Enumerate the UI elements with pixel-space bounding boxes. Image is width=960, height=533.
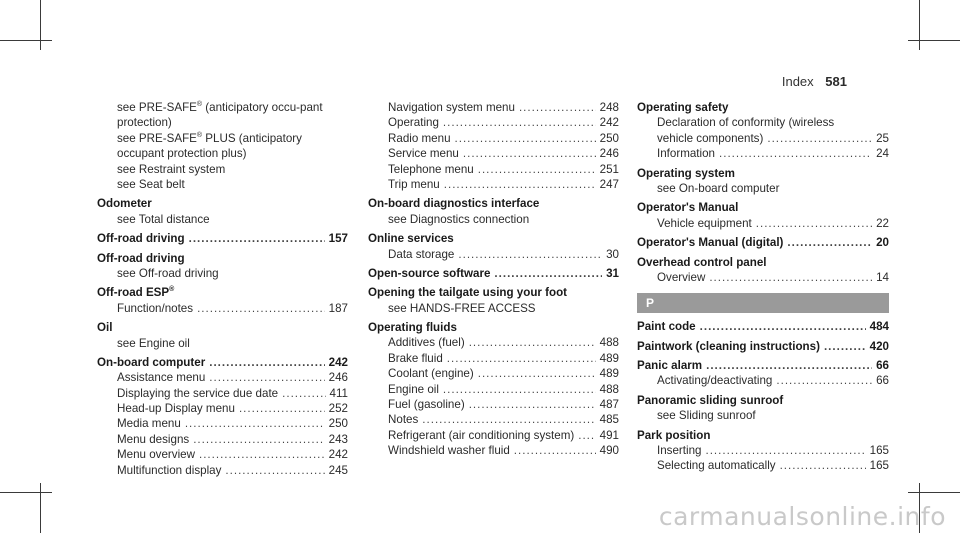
page-reference[interactable]: 491	[599, 428, 619, 442]
dot-leader	[719, 146, 872, 161]
entry-text: Open-source software	[368, 266, 491, 280]
dot-leader	[478, 366, 596, 381]
page-reference[interactable]: 24	[876, 147, 889, 161]
entry-text: Displaying the service due date	[117, 386, 279, 400]
index-entry-heading	[368, 320, 619, 335]
page-reference[interactable]: 14	[876, 270, 889, 284]
dot-leader	[756, 216, 872, 231]
index-subentry	[368, 443, 619, 458]
entry-text: Brake fluid	[388, 351, 443, 365]
entry-text: Off-road driving	[97, 251, 185, 265]
dot-leader	[478, 162, 596, 177]
entry-text: Operator's Manual (digital)	[637, 236, 784, 250]
page-header	[782, 74, 847, 89]
entry-text: Opening the tailgate using your foot	[368, 286, 568, 300]
entry-text: Service menu	[388, 147, 459, 161]
page-reference[interactable]: 66	[876, 374, 889, 388]
entry-text: Off-road driving	[97, 232, 185, 246]
entry-text: Selecting automatically	[657, 459, 776, 473]
index-subentry	[97, 100, 348, 131]
index-subentry	[97, 336, 348, 351]
index-entry-heading	[97, 320, 348, 335]
entry-text: Data storage	[388, 247, 455, 261]
page-reference[interactable]: 248	[599, 101, 619, 114]
watermark: carmanualsonline.info	[658, 502, 946, 531]
index-entry-heading	[97, 355, 348, 370]
dot-leader	[469, 335, 596, 350]
entry-text: Navigation system menu	[388, 101, 515, 114]
dot-leader	[709, 270, 872, 285]
index-subentry	[368, 335, 619, 350]
index-subentry	[368, 412, 619, 427]
page-reference[interactable]: 20	[876, 236, 889, 250]
dot-leader	[199, 447, 325, 462]
entry-text: Panic alarm	[637, 359, 703, 373]
page-reference[interactable]: 489	[599, 351, 619, 365]
index-subentry	[637, 115, 889, 130]
index-subentry	[97, 416, 348, 431]
index-subentry	[637, 373, 889, 388]
entry-text: Park position	[637, 428, 711, 442]
crop-mark	[0, 40, 52, 41]
entry-text: Engine oil	[388, 382, 439, 396]
page-reference[interactable]: 251	[599, 162, 619, 176]
page-title: Index	[781, 74, 814, 89]
index-column-2	[368, 100, 619, 459]
entry-text: Operating	[388, 116, 439, 130]
index-subentry	[368, 397, 619, 412]
index-subentry	[97, 162, 348, 177]
page-reference[interactable]: 66	[876, 359, 889, 373]
entry-text: Off-road ESP®	[97, 286, 175, 300]
page-reference[interactable]: 30	[606, 247, 619, 261]
page-reference[interactable]: 252	[328, 402, 348, 416]
entry-text: Paintwork (cleaning instructions)	[637, 339, 820, 353]
page-reference[interactable]: 490	[599, 444, 619, 458]
index-subentry	[368, 351, 619, 366]
index-column-1	[97, 100, 348, 478]
entry-text: see Engine oil	[117, 336, 190, 350]
page-reference[interactable]: 250	[599, 131, 619, 145]
entry-text: Fuel (gasoline)	[388, 398, 465, 412]
index-subentry	[368, 162, 619, 177]
page-reference[interactable]: 247	[599, 177, 619, 191]
dot-leader	[578, 428, 595, 443]
entry-text: Trip menu	[388, 177, 440, 191]
entry-text: Windshield washer fluid	[388, 444, 510, 458]
page-reference[interactable]: 22	[876, 216, 889, 230]
entry-text: Media menu	[117, 417, 181, 431]
entry-text: see PRE-SAFE® PLUS (anticipatory occupant protection plus)	[117, 131, 302, 161]
page-reference[interactable]: 246	[328, 371, 348, 385]
dot-leader	[422, 412, 595, 427]
dot-leader	[514, 443, 596, 458]
dot-leader	[787, 235, 872, 250]
index-subentry	[368, 100, 619, 115]
index-entry-heading	[637, 100, 889, 115]
page-reference[interactable]: 246	[599, 147, 619, 161]
index-subentry	[368, 146, 619, 161]
entry-text: see Sliding sunroof	[657, 409, 756, 423]
page-reference[interactable]: 487	[599, 398, 619, 412]
entry-text: see Diagnostics connection	[388, 212, 530, 226]
crop-mark	[40, 483, 41, 533]
index-entry-heading	[368, 196, 619, 211]
entry-text: Menu overview	[117, 448, 195, 462]
dot-leader	[209, 355, 324, 370]
page-reference[interactable]: 25	[876, 131, 889, 145]
dot-leader	[189, 231, 325, 246]
index-subentry	[97, 266, 348, 281]
index-subentry	[368, 212, 619, 227]
page-reference[interactable]: 187	[328, 301, 348, 315]
index-subentry	[97, 370, 348, 385]
dot-leader	[494, 266, 602, 281]
page-reference[interactable]: 157	[328, 232, 348, 246]
dot-leader	[209, 370, 324, 385]
index-column-3	[637, 100, 889, 474]
entry-text: Declaration of conformity (wireless	[657, 116, 835, 130]
index-subentry	[97, 401, 348, 416]
index-entry-heading	[97, 285, 348, 300]
dot-leader	[443, 382, 596, 397]
dot-leader	[767, 131, 872, 146]
dot-leader	[458, 247, 602, 262]
page-reference[interactable]: 245	[328, 463, 348, 477]
index-subentry	[637, 458, 889, 473]
index-subentry	[368, 428, 619, 443]
entry-text: Online services	[368, 232, 454, 246]
index-entry-heading	[97, 231, 348, 246]
entry-text: Multifunction display	[117, 463, 222, 477]
index-subentry	[97, 177, 348, 192]
index-subentry	[637, 181, 889, 196]
page-reference[interactable]: 484	[869, 320, 889, 334]
entry-text: Additives (fuel)	[388, 336, 465, 350]
dot-leader	[444, 177, 596, 192]
crop-mark	[919, 0, 920, 50]
index-entry-heading	[637, 319, 889, 334]
entry-text: Refrigerant (air conditioning system)	[388, 428, 575, 442]
entry-text: vehicle components)	[657, 131, 764, 145]
page-reference[interactable]: 411	[329, 386, 348, 400]
entry-text: see Off-road driving	[117, 266, 219, 280]
entry-text: see HANDS-FREE ACCESS	[388, 301, 536, 315]
entry-text: Telephone menu	[388, 162, 474, 176]
index-subentry	[368, 301, 619, 316]
dot-leader	[455, 131, 596, 146]
dot-leader	[705, 443, 865, 458]
page-number: 581	[825, 74, 847, 89]
index-subentry	[637, 146, 889, 161]
index-subentry	[97, 447, 348, 462]
entry-text: Vehicle equipment	[657, 216, 752, 230]
page-reference[interactable]: 31	[606, 266, 619, 280]
dot-leader	[519, 100, 596, 115]
entry-text: Overview	[657, 270, 706, 284]
index-entry-heading	[97, 196, 348, 211]
entry-text: Assistance menu	[117, 371, 206, 385]
page-reference[interactable]: 165	[869, 444, 889, 458]
entry-text: see Seat belt	[117, 178, 185, 192]
dot-leader	[225, 463, 324, 478]
page-reference[interactable]: 488	[599, 336, 619, 350]
entry-text: On-board diagnostics interface	[368, 197, 540, 211]
dot-leader	[776, 373, 872, 388]
crop-mark	[908, 492, 960, 493]
page-reference[interactable]: 488	[599, 382, 619, 396]
index-entry-heading	[637, 358, 889, 373]
index-subentry	[368, 115, 619, 130]
index-entry-heading	[97, 251, 348, 266]
page-reference[interactable]: 242	[328, 448, 348, 462]
entry-text: Head-up Display menu	[117, 402, 235, 416]
page-reference[interactable]: 420	[869, 339, 889, 353]
index-entry-heading	[368, 266, 619, 281]
dot-leader	[185, 416, 325, 431]
index-entry-heading	[637, 339, 889, 354]
entry-text: Inserting	[657, 444, 702, 458]
entry-text: Activating/deactivating	[657, 374, 773, 388]
index-subentry	[97, 301, 348, 316]
dot-leader	[463, 146, 596, 161]
entry-text: see Total distance	[117, 212, 210, 226]
entry-text: see On-board computer	[657, 181, 780, 195]
dot-leader	[282, 386, 325, 401]
entry-text: see PRE-SAFE® (anticipatory occu-pant protection)	[117, 101, 323, 130]
index-entry-heading	[637, 255, 889, 270]
index-entry-heading	[637, 200, 889, 215]
page-reference[interactable]: 242	[599, 116, 619, 130]
index-subentry	[368, 366, 619, 381]
entry-text: Operating safety	[637, 101, 729, 114]
dot-leader	[447, 351, 596, 366]
dot-leader	[469, 397, 596, 412]
page-reference[interactable]: 485	[599, 413, 619, 427]
dot-leader	[443, 115, 596, 130]
index-entry-heading	[637, 235, 889, 250]
index-subentry	[97, 463, 348, 478]
entry-text: Coolant (engine)	[388, 367, 474, 381]
entry-text: Information	[657, 147, 715, 161]
index-entry-heading	[637, 393, 889, 408]
entry-text: Menu designs	[117, 432, 190, 446]
index-subentry	[637, 408, 889, 423]
index-entry-heading	[637, 166, 889, 181]
page-reference[interactable]: 165	[869, 459, 889, 473]
entry-text: Overhead control panel	[637, 255, 767, 269]
index-entry-heading	[368, 231, 619, 246]
dot-leader	[780, 458, 866, 473]
dot-leader	[700, 319, 866, 334]
entry-text: Notes	[388, 413, 419, 427]
index-subentry	[637, 270, 889, 285]
dot-leader	[706, 358, 872, 373]
entry-text: Operating system	[637, 166, 735, 180]
entry-text: Operating fluids	[368, 321, 457, 335]
crop-mark	[0, 492, 52, 493]
index-subentry	[97, 131, 348, 162]
index-letter-heading: P	[637, 293, 889, 313]
entry-text: Function/notes	[117, 301, 194, 315]
index-subentry	[368, 131, 619, 146]
page-reference[interactable]: 250	[328, 417, 348, 431]
page-reference[interactable]: 489	[599, 367, 619, 381]
entry-text: Radio menu	[388, 131, 451, 145]
index-subentry	[97, 212, 348, 227]
page-reference[interactable]: 243	[328, 432, 348, 446]
crop-mark	[908, 40, 960, 41]
index-subentry	[368, 177, 619, 192]
crop-mark	[40, 0, 41, 50]
index-subentry	[637, 443, 889, 458]
entry-text: Odometer	[97, 197, 152, 211]
entry-text: On-board computer	[97, 355, 206, 369]
dot-leader	[824, 339, 866, 354]
entry-text: Panoramic sliding sunroof	[637, 393, 784, 407]
index-subentry	[368, 382, 619, 397]
dot-leader	[239, 401, 325, 416]
index-entry-heading	[368, 285, 619, 300]
entry-text: Oil	[97, 321, 113, 335]
dot-leader	[193, 432, 324, 447]
entry-text: Paint code	[637, 320, 696, 334]
dot-leader	[197, 301, 325, 316]
entry-text: see Restraint system	[117, 162, 226, 176]
index-subentry	[97, 386, 348, 401]
index-subentry	[368, 247, 619, 262]
index-subentry	[97, 432, 348, 447]
entry-text: Operator's Manual	[637, 201, 739, 215]
index-subentry	[637, 131, 889, 146]
page-reference[interactable]: 242	[328, 355, 348, 369]
index-subentry	[637, 216, 889, 231]
index-entry-heading	[637, 428, 889, 443]
